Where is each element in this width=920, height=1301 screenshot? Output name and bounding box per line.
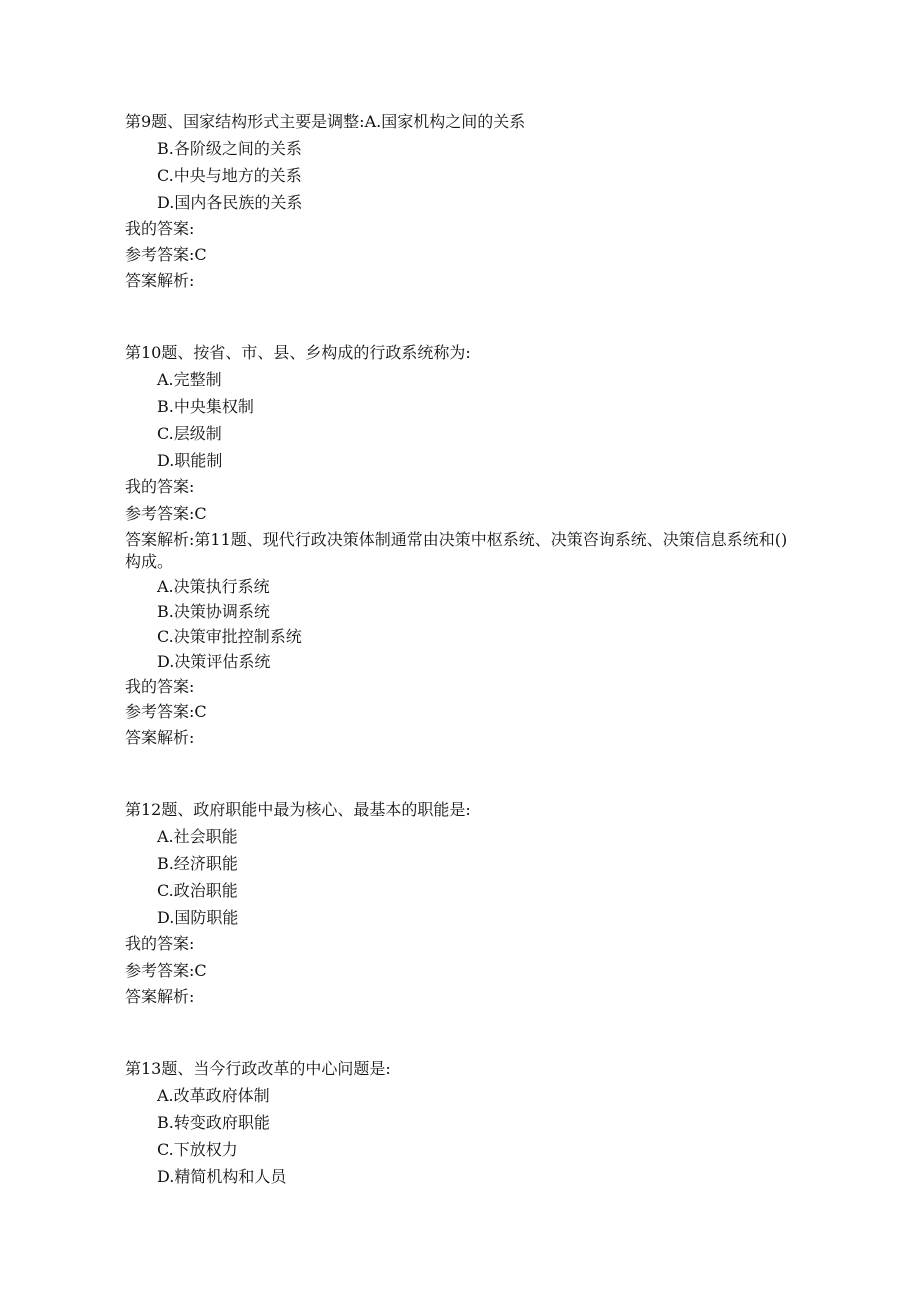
question-11-option-d: D.决策评估系统 (157, 652, 271, 671)
question-13-option-d: D.精简机构和人员 (157, 1167, 287, 1186)
question-10-analysis-with-question-11-stem: 答案解析:第11题、现代行政决策体制通常由决策中枢系统、决策咨询系统、决策信息系统和()构成。 (125, 530, 788, 571)
question-9-stem: 第9题、国家结构形式主要是调整:A.国家机构之间的关系 (125, 112, 526, 131)
question-12-option-c: C.政治职能 (157, 881, 238, 900)
question-9-my-answer: 我的答案: (125, 219, 195, 238)
question-13-stem: 第13题、当今行政改革的中心问题是: (125, 1059, 391, 1078)
question-10-option-a: A.完整制 (157, 370, 222, 389)
question-10-option-b: B.中央集权制 (157, 397, 254, 416)
question-11-option-c: C.决策审批控制系统 (157, 627, 302, 646)
question-10-reference-answer: 参考答案:C (125, 504, 207, 523)
question-10-option-d: D.职能制 (157, 451, 223, 470)
question-11-analysis: 答案解析: (125, 728, 195, 747)
question-12-my-answer: 我的答案: (125, 934, 195, 953)
question-12-reference-answer: 参考答案:C (125, 961, 207, 980)
question-12-option-b: B.经济职能 (157, 854, 238, 873)
question-11-my-answer: 我的答案: (125, 677, 195, 696)
question-9-option-b: B.各阶级之间的关系 (157, 139, 302, 158)
question-9-option-d: D.国内各民族的关系 (157, 193, 303, 212)
question-12-stem: 第12题、政府职能中最为核心、最基本的职能是: (125, 800, 471, 819)
question-10-stem: 第10题、按省、市、县、乡构成的行政系统称为: (125, 343, 471, 362)
question-13-option-c: C.下放权力 (157, 1140, 238, 1159)
question-9-option-c: C.中央与地方的关系 (157, 166, 302, 185)
question-11-option-a: A.决策执行系统 (157, 577, 270, 596)
question-12-analysis: 答案解析: (125, 987, 195, 1006)
question-9-analysis: 答案解析: (125, 271, 195, 290)
question-9-reference-answer: 参考答案:C (125, 245, 207, 264)
question-11-option-b: B.决策协调系统 (157, 602, 270, 621)
question-12-option-a: A.社会职能 (157, 827, 238, 846)
question-13-option-a: A.改革政府体制 (157, 1086, 270, 1105)
question-13-option-b: B.转变政府职能 (157, 1113, 270, 1132)
question-10-my-answer: 我的答案: (125, 477, 195, 496)
question-12-option-d: D.国防职能 (157, 908, 239, 927)
question-10-option-c: C.层级制 (157, 424, 222, 443)
question-11-reference-answer: 参考答案:C (125, 702, 207, 721)
